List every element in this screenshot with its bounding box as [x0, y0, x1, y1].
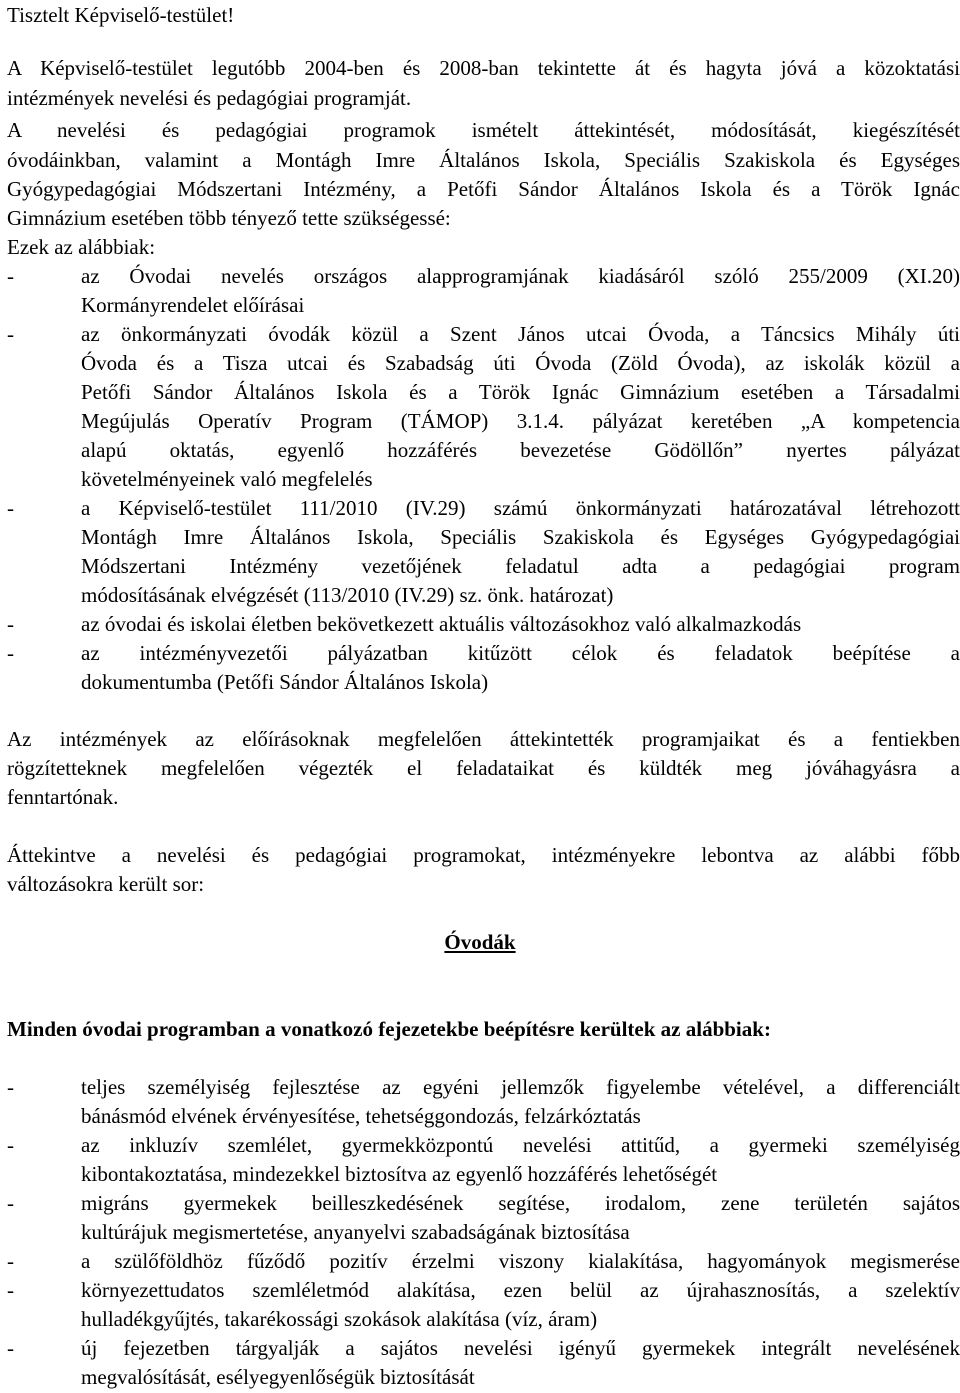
list-item-line: az óvodai és iskolai életben bekövetkezett aktuális változásokhoz való alkalmazkodás: [81, 612, 802, 636]
list-item-line: alapú oktatás, egyenlő hozzáférés bevezetése Gödöllőn” nyertes pályázat: [81, 438, 960, 462]
list-item-line: az inkluzív szemlélet, gyermekközpontú nevelési attitűd, a gyermeki személyiség: [81, 1133, 960, 1157]
list-bullet: -: [7, 264, 14, 288]
list-item-line: a Képviselő-testület 111/2010 (IV.29) számú önkormányzati határozatával létrehozott: [81, 496, 960, 520]
paragraph-line: Gyógypedagógiai Módszertani Intézmény, a Petőfi Sándor Általános Iskola és a Török Ignác: [7, 177, 960, 201]
list-bullet: -: [7, 641, 14, 665]
list-item-line: a szülőföldhöz fűződő pozitív érzelmi viszony kialakítása, hagyományok megismerése: [81, 1249, 960, 1273]
list-item-line: kibontakoztatása, mindezekkel biztosítva az egyenlő hozzáférés lehetőségét: [81, 1162, 718, 1186]
list-bullet: -: [7, 1336, 14, 1360]
list-item-line: Montágh Imre Általános Iskola, Speciális Szakiskola és Egységes Gyógypedagógiai: [81, 525, 960, 549]
list-bullet: -: [7, 1249, 14, 1273]
list-item-line: dokumentumba (Petőfi Sándor Általános Iskola): [81, 670, 489, 694]
list-item-line: migráns gyermekek beilleszkedésének segítése, irodalom, zene területén sajátos: [81, 1191, 960, 1215]
list-item-line: kultúrájuk megismertetése, anyanyelvi szabadságának biztosítása: [81, 1220, 630, 1244]
list-item-line: az intézményvezetői pályázatban kitűzött célok és feladatok beépítése a: [81, 641, 960, 665]
list-bullet: -: [7, 1278, 14, 1302]
paragraph-line: Az intézmények az előírásoknak megfelelően áttekintették programjaikat és a fentiekben: [7, 727, 960, 751]
paragraph-line: intézmények nevelési és pedagógiai programját.: [7, 86, 412, 110]
section-heading: Óvodák: [444, 930, 516, 954]
list-item-line: környezettudatos szemléletmód alakítása, ezen belül az újrahasznosítás, a szelektív: [81, 1278, 960, 1302]
list-item-line: bánásmód elvének érvényesítése, tehetséggondozás, felzárkóztatás: [81, 1104, 641, 1128]
list-item-line: követelményeinek való megfelelés: [81, 467, 373, 491]
list-item-line: az önkormányzati óvodák közül a Szent János utcai Óvoda, a Táncsics Mihály úti: [81, 322, 960, 346]
paragraph-line: Gimnázium esetében több tényező tette szükségessé:: [7, 206, 451, 230]
list-item-line: Óvoda és a Tisza utcai és Szabadság úti Óvoda (Zöld Óvoda), az iskolák közül a: [81, 351, 960, 375]
list-item-line: az Óvodai nevelés országos alapprogramjának kiadásáról szóló 255/2009 (XI.20): [81, 264, 960, 288]
paragraph-line: változásokra került sor:: [7, 872, 205, 896]
list-bullet: -: [7, 612, 14, 636]
list-item-line: megvalósítását, esélyegyenlőségük biztosítását: [81, 1365, 475, 1389]
list-bullet: -: [7, 1133, 14, 1157]
paragraph-line: A nevelési és pedagógiai programok ismételt áttekintését, módosítását, kiegészítését: [7, 118, 960, 142]
salutation: Tisztelt Képviselő-testület!: [7, 3, 235, 27]
list-item-line: Megújulás Operatív Program (TÁMOP) 3.1.4. pályázat keretében „A kompetencia: [81, 409, 960, 433]
list-bullet: -: [7, 1191, 14, 1215]
subheading: Minden óvodai programban a vonatkozó fejezetekbe beépítésre kerültek az alábbiak:: [7, 1017, 771, 1041]
paragraph-line: A Képviselő-testület legutóbb 2004-ben és 2008-ban tekintette át és hagyta jóvá a közoktatási: [7, 56, 960, 80]
list-bullet: -: [7, 1075, 14, 1099]
paragraph-line: fenntartónak.: [7, 785, 119, 809]
paragraph-line: rögzítetteknek megfelelően végezték el feladataikat és küldték meg jóváhagyásra a: [7, 756, 960, 780]
list-item-line: teljes személyiség fejlesztése az egyéni jellemzők figyelembe vételével, a differenciált: [81, 1075, 960, 1099]
list-item-line: Kormányrendelet előírásai: [81, 293, 305, 317]
list-item-line: módosításának elvégzését (113/2010 (IV.29) sz. önk. határozat): [81, 583, 614, 607]
list-item-line: Módszertani Intézmény vezetőjének feladatul adta a pedagógiai program: [81, 554, 960, 578]
paragraph-line: Ezek az alábbiak:: [7, 235, 156, 259]
list-bullet: -: [7, 496, 14, 520]
list-bullet: -: [7, 322, 14, 346]
paragraph-line: óvodáinkban, valamint a Montágh Imre Általános Iskola, Speciális Szakiskola és Egységes: [7, 148, 960, 172]
list-item-line: hulladékgyűjtés, takarékossági szokások alakítása (víz, áram): [81, 1307, 598, 1331]
paragraph-line: Áttekintve a nevelési és pedagógiai programokat, intézményekre lebontva az alábbi főbb: [7, 843, 960, 867]
list-item-line: új fejezetben tárgyalják a sajátos nevelési igényű gyermekek integrált nevelésének: [81, 1336, 960, 1360]
list-item-line: Petőfi Sándor Általános Iskola és a Török Ignác Gimnázium esetében a Társadalmi: [81, 380, 960, 404]
